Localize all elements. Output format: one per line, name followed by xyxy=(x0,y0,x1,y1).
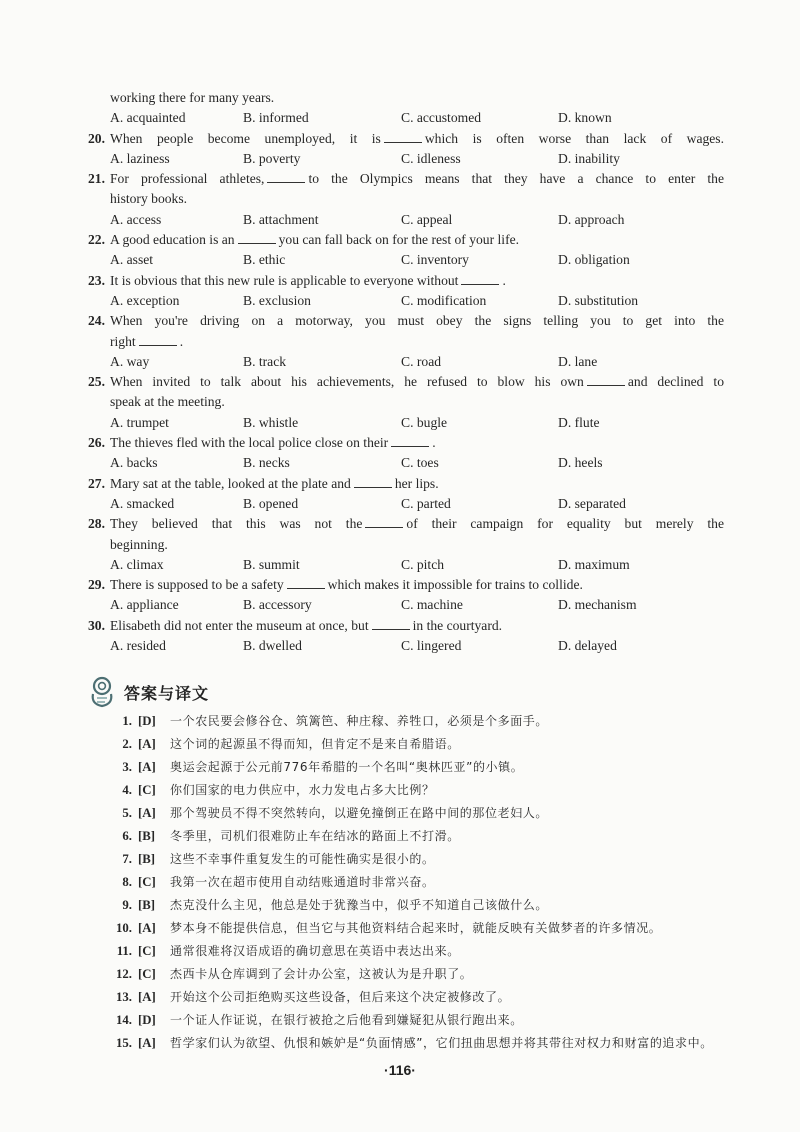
question-30-options xyxy=(88,636,724,656)
answer-item: 12. [C] 杰西卡从仓库调到了会计办公室，这被认为是升职了。 xyxy=(116,967,473,981)
question-text: They believed that this was not the of their campaign for equality but merely the xyxy=(110,516,724,532)
question-number: 30. xyxy=(88,617,105,633)
answer-blank xyxy=(267,170,305,183)
key-lock-icon xyxy=(88,676,116,708)
option-a: A. acquainted xyxy=(110,110,186,126)
option-a: A. backs xyxy=(110,455,158,471)
option-b: B. exclusion xyxy=(243,292,311,308)
answer-item: 9. [B] 杰克没什么主见，他总是处于犹豫当中，似乎不知道自己该做什么。 xyxy=(122,898,549,912)
option-b: B. accessory xyxy=(243,597,312,613)
option-d: D. approach xyxy=(558,211,625,227)
question-number: 20. xyxy=(88,130,105,146)
option-d: D. flute xyxy=(558,414,600,430)
question-24-continuation: right . xyxy=(110,333,184,349)
question-27 xyxy=(88,474,724,494)
question-number: 22. xyxy=(88,232,105,248)
question-text: It is obvious that this new rule is applicable to everyone without . xyxy=(110,272,506,288)
answer-item: 7. [B] 这些不幸事件重复发生的可能性确实是很小的。 xyxy=(122,852,435,866)
option-c: C. appeal xyxy=(401,211,453,227)
option-d: D. obligation xyxy=(558,252,630,268)
answer-item: 14. [D] 一个证人作证说，在银行被抢之后他看到嫌疑犯从银行跑出来。 xyxy=(116,1013,523,1027)
question-28-options xyxy=(88,555,724,575)
question-text: When you're driving on a motorway, you must obey the signs telling you to get into the xyxy=(110,313,724,329)
question-23-options xyxy=(88,291,724,311)
answer-item: 10. [A] 梦本身不能提供信息，但当它与其他资料结合起来时，就能反映有关做梦者的许多情况。 xyxy=(116,921,662,935)
option-b: B. track xyxy=(243,353,287,369)
question-26-options xyxy=(88,453,724,473)
option-c: C. machine xyxy=(401,597,463,613)
question-number: 27. xyxy=(88,475,105,491)
option-b: B. necks xyxy=(243,455,290,471)
answer-blank xyxy=(238,231,276,244)
question-29-options xyxy=(88,595,724,615)
question-23 xyxy=(88,271,724,291)
option-c: C. road xyxy=(401,353,442,369)
question-27-options xyxy=(88,494,724,514)
option-a: A. way xyxy=(110,353,150,369)
question-text: There is supposed to be a safety which makes it impossible for trains to collide. xyxy=(110,577,583,593)
option-d: D. delayed xyxy=(558,638,617,654)
option-a: A. smacked xyxy=(110,495,175,511)
question-29 xyxy=(88,575,724,595)
question-text: Mary sat at the table, looked at the plate and her lips. xyxy=(110,475,439,491)
answer-blank xyxy=(461,272,499,285)
option-a: A. climax xyxy=(110,556,164,572)
question-number: 28. xyxy=(88,516,105,532)
question-20 xyxy=(88,129,724,149)
option-b: B. ethic xyxy=(243,252,286,268)
option-d: D. inability xyxy=(558,150,620,166)
option-b: B. summit xyxy=(243,556,300,572)
answer-blank xyxy=(365,515,403,528)
question-22-options xyxy=(88,250,724,270)
option-a: A. trumpet xyxy=(110,414,169,430)
question-19-options xyxy=(88,108,724,128)
answer-blank xyxy=(287,576,325,589)
option-c: C. modification xyxy=(401,292,487,308)
option-a: A. laziness xyxy=(110,150,170,166)
option-b: B. informed xyxy=(243,110,309,126)
answer-item: 11. [C] 通常很难将汉语成语的确切意思在英语中表达出来。 xyxy=(116,944,460,958)
option-a: A. access xyxy=(110,211,162,227)
question-24-options xyxy=(88,352,724,372)
option-c: C. idleness xyxy=(401,150,461,166)
option-d: D. separated xyxy=(558,495,626,511)
answer-blank xyxy=(139,333,177,346)
answer-item: 8. [C] 我第一次在超市使用自动结账通道时非常兴奋。 xyxy=(122,875,435,889)
answer-item: 5. [A] 那个驾驶员不得不突然转向，以避免撞倒正在路中间的那位老妇人。 xyxy=(122,806,549,820)
option-d: D. substitution xyxy=(558,292,639,308)
option-a: A. resided xyxy=(110,638,166,654)
answer-blank xyxy=(587,373,625,386)
answers-header xyxy=(88,676,209,708)
answer-item: 15. [A] 哲学家们认为欲望、仇恨和嫉妒是“负面情感”，它们扭曲思想并将其带往对权力和财富的追求中。 xyxy=(116,1036,713,1050)
answer-item: 6. [B] 冬季里，司机们很难防止车在结冰的路面上不打滑。 xyxy=(122,829,460,843)
question-26 xyxy=(88,433,724,453)
answers-title: 答案与译文 xyxy=(124,683,210,703)
option-c: C. parted xyxy=(401,495,451,511)
question-22 xyxy=(88,230,724,250)
question-text: working there for many years. xyxy=(110,90,275,105)
option-c: C. bugle xyxy=(401,414,448,430)
option-c: C. lingered xyxy=(401,638,462,654)
question-number: 26. xyxy=(88,435,105,451)
option-c: C. inventory xyxy=(401,252,469,268)
option-a: A. exception xyxy=(110,292,180,308)
answer-blank xyxy=(391,434,429,447)
question-text: Elisabeth did not enter the museum at once, but in the courtyard. xyxy=(110,617,503,633)
page-number: ·116· xyxy=(384,1062,416,1078)
option-a: A. asset xyxy=(110,252,154,268)
question-21-continuation: history books. xyxy=(110,191,188,207)
question-25-options xyxy=(88,413,724,433)
answers-list xyxy=(100,710,720,1055)
question-24 xyxy=(88,311,724,331)
question-number: 21. xyxy=(88,171,105,187)
answer-item: 13. [A] 开始这个公司拒绝购买这些设备，但后来这个决定被修改了。 xyxy=(116,990,511,1004)
answer-item: 4. [C] 你们国家的电力供应中，水力发电占多大比例？ xyxy=(122,783,435,797)
question-text: When invited to talk about his achievements, he refused to blow his own and declined to xyxy=(110,374,725,390)
question-number: 25. xyxy=(88,374,105,390)
option-b: B. dwelled xyxy=(243,638,302,654)
question-25 xyxy=(88,372,724,392)
question-20-options xyxy=(88,149,724,169)
option-c: C. accustomed xyxy=(401,110,482,126)
question-text: When people become unemployed, it is which is often worse than lack of wages. xyxy=(110,130,724,146)
question-text: The thieves fled with the local police close on their . xyxy=(110,435,436,451)
question-number: 24. xyxy=(88,313,105,329)
option-d: D. mechanism xyxy=(558,597,637,613)
answer-item: 2. [A] 这个词的起源虽不得而知，但肯定不是来自希腊语。 xyxy=(122,737,460,751)
question-30 xyxy=(88,616,724,636)
option-b: B. whistle xyxy=(243,414,299,430)
answer-item: 3. [A] 奥运会起源于公元前776年希腊的一个名叫“奥林匹亚”的小镇。 xyxy=(122,760,524,774)
question-21 xyxy=(88,169,724,189)
answer-blank xyxy=(384,130,422,143)
option-a: A. appliance xyxy=(110,597,179,613)
option-d: D. maximum xyxy=(558,556,630,572)
answer-item: 1. [D] 一个农民要会修谷仓、筑篱笆、种庄稼、养牲口，必须是个多面手。 xyxy=(122,714,549,728)
option-b: B. poverty xyxy=(243,150,301,166)
question-number: 23. xyxy=(88,272,105,288)
option-d: D. known xyxy=(558,110,612,126)
question-text: A good education is an you can fall back on for the rest of your life. xyxy=(110,232,520,248)
option-c: C. pitch xyxy=(401,556,445,572)
question-text: For professional athletes, to the Olympics means that they have a chance to enter the xyxy=(110,171,724,187)
question-19-continuation xyxy=(88,88,724,108)
question-25-continuation: speak at the meeting. xyxy=(110,394,225,410)
option-c: C. toes xyxy=(401,455,439,471)
question-list xyxy=(88,88,724,656)
question-28-continuation: beginning. xyxy=(110,536,168,552)
question-number: 29. xyxy=(88,577,105,593)
question-21-options xyxy=(88,210,724,230)
option-d: D. heels xyxy=(558,455,603,471)
option-b: B. attachment xyxy=(243,211,319,227)
question-28 xyxy=(88,514,724,534)
answer-blank xyxy=(372,617,410,630)
answer-blank xyxy=(354,475,392,488)
option-d: D. lane xyxy=(558,353,598,369)
option-b: B. opened xyxy=(243,495,299,511)
